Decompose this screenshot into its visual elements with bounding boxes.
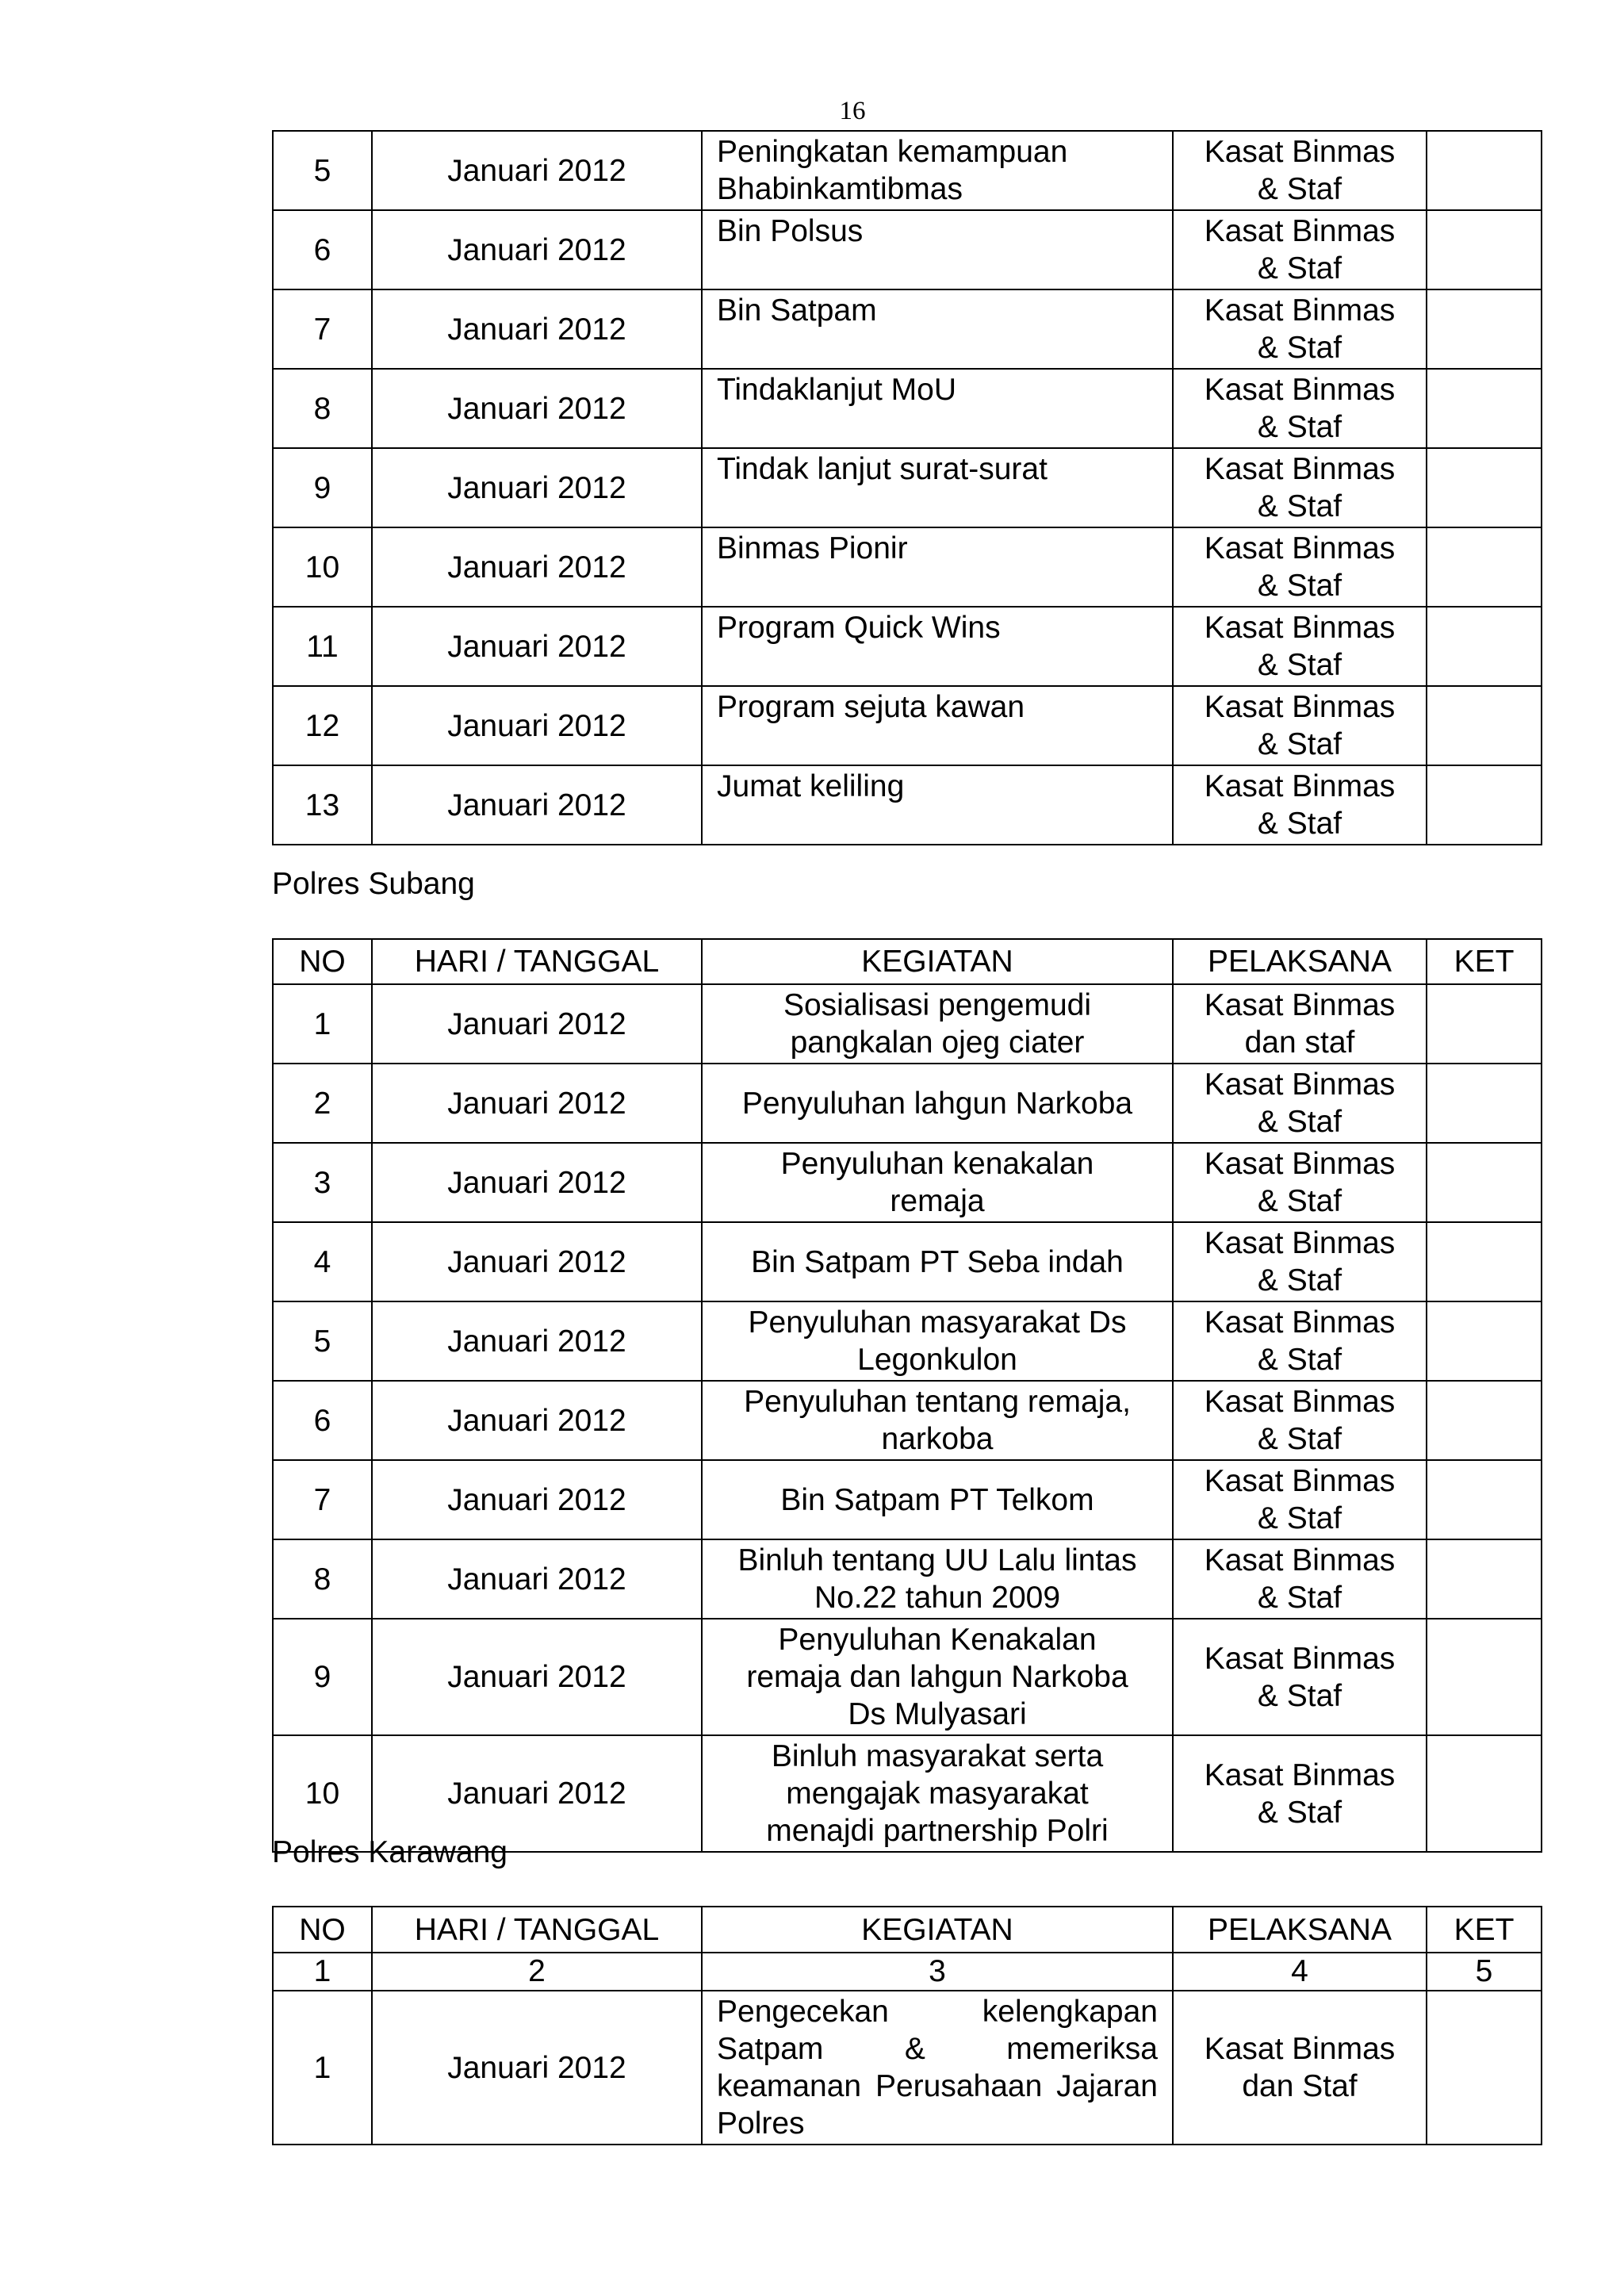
- cell-no: 6: [273, 1381, 372, 1460]
- cell-kegiatan: Penyuluhan kenakalan remaja: [702, 1143, 1173, 1222]
- cell-kegiatan: Program Quick Wins: [702, 607, 1173, 686]
- table-row: [273, 1991, 1542, 2145]
- column-number: 1: [273, 1953, 372, 1991]
- cell-no: 12: [273, 686, 372, 765]
- cell-pelaksana: Kasat Binmas & Staf: [1173, 1143, 1427, 1222]
- cell-no: 9: [273, 1619, 372, 1735]
- cell-no: 7: [273, 1460, 372, 1539]
- table-row: [273, 607, 1542, 686]
- cell-no: 9: [273, 448, 372, 527]
- header-ket: KET: [1427, 939, 1542, 984]
- cell-no: 4: [273, 1222, 372, 1301]
- cell-kegiatan: Binluh tentang UU Lalu lintas No.22 tahun 2009: [702, 1539, 1173, 1619]
- header-pelaksana: PELAKSANA: [1173, 939, 1427, 984]
- cell-no: 13: [273, 765, 372, 845]
- table-row: [273, 289, 1542, 369]
- cell-ket: [1427, 765, 1542, 845]
- cell-kegiatan: Peningkatan kemampuan Bhabinkamtibmas: [702, 131, 1173, 210]
- cell-kegiatan: Penyuluhan Kenakalan remaja dan lahgun Narkoba Ds Mulyasari: [702, 1619, 1173, 1735]
- section-heading-subang: Polres Subang: [272, 867, 475, 901]
- cell-tanggal: Januari 2012: [372, 1222, 702, 1301]
- cell-kegiatan: Program sejuta kawan: [702, 686, 1173, 765]
- cell-ket: [1427, 1381, 1542, 1460]
- page-number: 16: [839, 97, 866, 125]
- cell-tanggal: Januari 2012: [372, 1143, 702, 1222]
- table-row: [273, 984, 1542, 1064]
- section-heading-karawang: Polres Karawang: [272, 1835, 508, 1869]
- cell-kegiatan: Binluh masyarakat serta mengajak masyarakat menajdi partnership Polri: [702, 1735, 1173, 1852]
- cell-pelaksana: Kasat Binmas & Staf: [1173, 131, 1427, 210]
- cell-pelaksana: Kasat Binmas & Staf: [1173, 1222, 1427, 1301]
- cell-tanggal: Januari 2012: [372, 984, 702, 1064]
- cell-pelaksana: Kasat Binmas dan staf: [1173, 984, 1427, 1064]
- cell-pelaksana: Kasat Binmas & Staf: [1173, 1539, 1427, 1619]
- cell-no: 3: [273, 1143, 372, 1222]
- cell-ket: [1427, 984, 1542, 1064]
- cell-kegiatan: Jumat keliling: [702, 765, 1173, 845]
- cell-tanggal: Januari 2012: [372, 369, 702, 448]
- cell-kegiatan: Bin Satpam: [702, 289, 1173, 369]
- cell-pelaksana: Kasat Binmas & Staf: [1173, 1619, 1427, 1735]
- cell-pelaksana: Kasat Binmas & Staf: [1173, 1460, 1427, 1539]
- cell-ket: [1427, 1460, 1542, 1539]
- cell-kegiatan: Penyuluhan lahgun Narkoba: [702, 1064, 1173, 1143]
- cell-ket: [1427, 1735, 1542, 1852]
- cell-no: 2: [273, 1064, 372, 1143]
- table-row: [273, 1539, 1542, 1619]
- table-row: [273, 448, 1542, 527]
- cell-no: 5: [273, 1301, 372, 1381]
- table-row: [273, 1619, 1542, 1735]
- header-tanggal: HARI / TANGGAL: [372, 939, 702, 984]
- cell-tanggal: Januari 2012: [372, 1460, 702, 1539]
- table-row: [273, 1222, 1542, 1301]
- cell-ket: [1427, 686, 1542, 765]
- cell-ket: [1427, 1064, 1542, 1143]
- cell-tanggal: Januari 2012: [372, 1539, 702, 1619]
- header-ket: KET: [1427, 1907, 1542, 1953]
- cell-no: 10: [273, 527, 372, 607]
- table-header-row: [273, 1907, 1542, 1953]
- cell-kegiatan: Pengecekan kelengkapan Satpam & memeriksa keamanan Perusahaan Jajaran Polres: [702, 1991, 1173, 2145]
- cell-no: 5: [273, 131, 372, 210]
- cell-tanggal: Januari 2012: [372, 765, 702, 845]
- header-no: NO: [273, 939, 372, 984]
- column-number: 4: [1173, 1953, 1427, 1991]
- cell-ket: [1427, 1301, 1542, 1381]
- header-tanggal: HARI / TANGGAL: [372, 1907, 702, 1953]
- header-pelaksana: PELAKSANA: [1173, 1907, 1427, 1953]
- cell-kegiatan: Tindak lanjut surat-surat: [702, 448, 1173, 527]
- cell-no: 1: [273, 984, 372, 1064]
- table-row: [273, 1064, 1542, 1143]
- header-kegiatan: KEGIATAN: [702, 939, 1173, 984]
- table-row: [273, 527, 1542, 607]
- table-header-row: [273, 939, 1542, 984]
- cell-no: 6: [273, 210, 372, 289]
- cell-ket: [1427, 289, 1542, 369]
- cell-pelaksana: Kasat Binmas & Staf: [1173, 1301, 1427, 1381]
- cell-pelaksana: Kasat Binmas & Staf: [1173, 210, 1427, 289]
- cell-tanggal: Januari 2012: [372, 527, 702, 607]
- cell-kegiatan: Penyuluhan masyarakat Ds Legonkulon: [702, 1301, 1173, 1381]
- cell-no: 10: [273, 1735, 372, 1852]
- cell-no: 8: [273, 1539, 372, 1619]
- cell-pelaksana: Kasat Binmas & Staf: [1173, 765, 1427, 845]
- cell-tanggal: Januari 2012: [372, 1381, 702, 1460]
- table-row: [273, 369, 1542, 448]
- cell-ket: [1427, 369, 1542, 448]
- cell-ket: [1427, 1991, 1542, 2145]
- cell-ket: [1427, 448, 1542, 527]
- cell-pelaksana: Kasat Binmas & Staf: [1173, 607, 1427, 686]
- cell-ket: [1427, 527, 1542, 607]
- cell-no: 7: [273, 289, 372, 369]
- header-no: NO: [273, 1907, 372, 1953]
- cell-tanggal: Januari 2012: [372, 686, 702, 765]
- cell-kegiatan: Bin Satpam PT Seba indah: [702, 1222, 1173, 1301]
- cell-kegiatan: Bin Polsus: [702, 210, 1173, 289]
- cell-tanggal: Januari 2012: [372, 1991, 702, 2145]
- table-row: [273, 765, 1542, 845]
- table-row: [273, 686, 1542, 765]
- cell-pelaksana: Kasat Binmas & Staf: [1173, 1064, 1427, 1143]
- cell-pelaksana: Kasat Binmas & Staf: [1173, 1381, 1427, 1460]
- cell-ket: [1427, 1539, 1542, 1619]
- column-number: 3: [702, 1953, 1173, 1991]
- cell-ket: [1427, 210, 1542, 289]
- activity-table-karawang: [272, 1906, 1542, 2145]
- cell-pelaksana: Kasat Binmas & Staf: [1173, 1735, 1427, 1852]
- cell-tanggal: Januari 2012: [372, 607, 702, 686]
- cell-kegiatan: Tindaklanjut MoU: [702, 369, 1173, 448]
- column-number-row: [273, 1953, 1542, 1991]
- cell-kegiatan: Penyuluhan tentang remaja, narkoba: [702, 1381, 1173, 1460]
- cell-tanggal: Januari 2012: [372, 289, 702, 369]
- column-number: 2: [372, 1953, 702, 1991]
- cell-tanggal: Januari 2012: [372, 1064, 702, 1143]
- cell-ket: [1427, 607, 1542, 686]
- table-row: [273, 1381, 1542, 1460]
- cell-ket: [1427, 131, 1542, 210]
- cell-pelaksana: Kasat Binmas & Staf: [1173, 686, 1427, 765]
- table-row: [273, 1301, 1542, 1381]
- cell-ket: [1427, 1222, 1542, 1301]
- header-kegiatan: KEGIATAN: [702, 1907, 1173, 1953]
- cell-pelaksana: Kasat Binmas & Staf: [1173, 369, 1427, 448]
- cell-tanggal: Januari 2012: [372, 448, 702, 527]
- cell-tanggal: Januari 2012: [372, 1735, 702, 1852]
- cell-pelaksana: Kasat Binmas & Staf: [1173, 448, 1427, 527]
- cell-pelaksana: Kasat Binmas & Staf: [1173, 527, 1427, 607]
- cell-ket: [1427, 1143, 1542, 1222]
- cell-no: 8: [273, 369, 372, 448]
- cell-pelaksana: Kasat Binmas & Staf: [1173, 289, 1427, 369]
- table-row: [273, 210, 1542, 289]
- cell-no: 1: [273, 1991, 372, 2145]
- cell-kegiatan: Sosialisasi pengemudi pangkalan ojeg ciater: [702, 984, 1173, 1064]
- table-row: [273, 1460, 1542, 1539]
- cell-tanggal: Januari 2012: [372, 210, 702, 289]
- cell-no: 11: [273, 607, 372, 686]
- cell-kegiatan: Bin Satpam PT Telkom: [702, 1460, 1173, 1539]
- cell-tanggal: Januari 2012: [372, 1301, 702, 1381]
- cell-tanggal: Januari 2012: [372, 131, 702, 210]
- activity-table-continued: [272, 130, 1542, 845]
- cell-pelaksana: Kasat Binmas dan Staf: [1173, 1991, 1427, 2145]
- cell-kegiatan: Binmas Pionir: [702, 527, 1173, 607]
- table-row: [273, 1143, 1542, 1222]
- column-number: 5: [1427, 1953, 1542, 1991]
- cell-tanggal: Januari 2012: [372, 1619, 702, 1735]
- cell-ket: [1427, 1619, 1542, 1735]
- table-row: [273, 131, 1542, 210]
- activity-table-subang: [272, 938, 1542, 1853]
